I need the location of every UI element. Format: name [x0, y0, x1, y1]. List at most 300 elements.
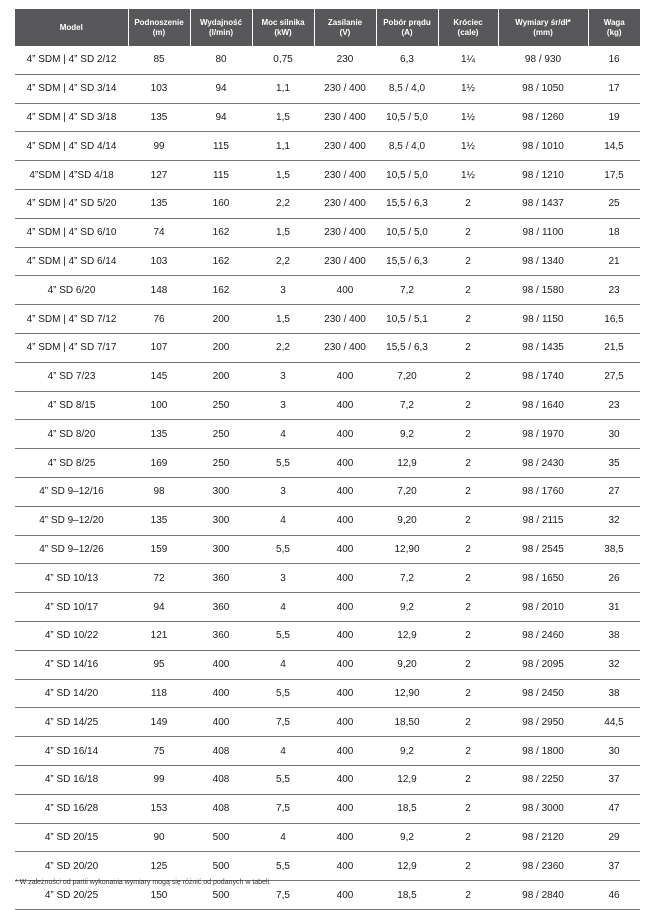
table-cell: 360: [190, 621, 252, 650]
table-cell: 98 / 1740: [498, 362, 588, 391]
table-cell: 15,5 / 6,3: [376, 247, 438, 276]
table-row: [15, 305, 640, 334]
table-cell: 162: [190, 276, 252, 305]
table-row: [15, 535, 640, 564]
table-cell: 400: [314, 362, 376, 391]
table-cell: 12,90: [376, 535, 438, 564]
table-cell: 230 / 400: [314, 132, 376, 161]
table-cell: 99: [128, 765, 190, 794]
table-cell: 98 / 1580: [498, 276, 588, 305]
column-header: [252, 9, 314, 46]
model-cell: 4” SDM | 4” SD 5/20: [15, 189, 128, 218]
table-cell: 5,5: [252, 621, 314, 650]
table-cell: 250: [190, 449, 252, 478]
table-cell: 230 / 400: [314, 305, 376, 334]
table-cell: 2,2: [252, 247, 314, 276]
table-cell: 7,5: [252, 794, 314, 823]
table-cell: 21,5: [588, 333, 640, 362]
table-cell: 12,9: [376, 765, 438, 794]
table-row: [15, 362, 640, 391]
table-cell: 2: [438, 391, 498, 420]
table-cell: 160: [190, 189, 252, 218]
table-cell: 2: [438, 535, 498, 564]
table-cell: 5,5: [252, 449, 314, 478]
table-cell: 300: [190, 477, 252, 506]
table-cell: 9,2: [376, 737, 438, 766]
table-cell: 2: [438, 218, 498, 247]
table-cell: 5,5: [252, 535, 314, 564]
table-cell: 230 / 400: [314, 103, 376, 132]
table-cell: 400: [190, 650, 252, 679]
table-cell: 2: [438, 276, 498, 305]
table-row: [15, 737, 640, 766]
table-row: [15, 823, 640, 852]
table-cell: 72: [128, 564, 190, 593]
table-cell: 300: [190, 506, 252, 535]
table-cell: 1,1: [252, 132, 314, 161]
table-cell: 408: [190, 765, 252, 794]
table-cell: 1,5: [252, 218, 314, 247]
table-cell: 98 / 1340: [498, 247, 588, 276]
column-header-name: Zasilanie: [327, 17, 363, 27]
column-header: [190, 9, 252, 46]
table-cell: 125: [128, 852, 190, 881]
table-cell: 2: [438, 881, 498, 910]
table-cell: 76: [128, 305, 190, 334]
table-cell: 250: [190, 391, 252, 420]
table-cell: 230: [314, 46, 376, 74]
table-cell: 400: [314, 593, 376, 622]
table-cell: 169: [128, 449, 190, 478]
table-cell: 9,20: [376, 506, 438, 535]
table-cell: 44,5: [588, 708, 640, 737]
table-row: [15, 132, 640, 161]
table-cell: 149: [128, 708, 190, 737]
table-cell: 19: [588, 103, 640, 132]
table-cell: 1¼: [438, 46, 498, 74]
table-row: [15, 650, 640, 679]
table-cell: 135: [128, 189, 190, 218]
table-cell: 98 / 2460: [498, 621, 588, 650]
model-cell: 4” SD 7/23: [15, 362, 128, 391]
table-cell: 38,5: [588, 535, 640, 564]
table-cell: 400: [190, 679, 252, 708]
table-cell: 98 / 1050: [498, 74, 588, 103]
table-cell: 1½: [438, 161, 498, 190]
table-cell: 400: [314, 276, 376, 305]
column-header-name: Króciec: [453, 17, 483, 27]
model-cell: 4” SDM | 4” SD 2/12: [15, 46, 128, 74]
table-cell: 16: [588, 46, 640, 74]
table-cell: 4: [252, 650, 314, 679]
table-cell: 200: [190, 305, 252, 334]
table-cell: 135: [128, 506, 190, 535]
table-cell: 159: [128, 535, 190, 564]
table-cell: 98 / 1640: [498, 391, 588, 420]
table-cell: 400: [314, 621, 376, 650]
table-cell: 2: [438, 449, 498, 478]
model-cell: 4” SD 8/20: [15, 420, 128, 449]
table-cell: 2: [438, 679, 498, 708]
table-cell: 98 / 1437: [498, 189, 588, 218]
table-cell: 230 / 400: [314, 161, 376, 190]
table-cell: 32: [588, 650, 640, 679]
table-cell: 135: [128, 420, 190, 449]
table-cell: 1,5: [252, 103, 314, 132]
table-cell: 7,2: [376, 391, 438, 420]
table-cell: 500: [190, 852, 252, 881]
table-cell: 90: [128, 823, 190, 852]
column-header-unit: (m): [152, 27, 166, 37]
model-cell: 4” SD 6/20: [15, 276, 128, 305]
table-cell: 400: [314, 650, 376, 679]
table-cell: 250: [190, 420, 252, 449]
table-cell: 7,2: [376, 276, 438, 305]
table-cell: 95: [128, 650, 190, 679]
table-cell: 230 / 400: [314, 74, 376, 103]
table-cell: 1½: [438, 74, 498, 103]
table-row: [15, 46, 640, 74]
model-cell: 4” SD 20/15: [15, 823, 128, 852]
table-cell: 118: [128, 679, 190, 708]
table-cell: 2: [438, 621, 498, 650]
table-cell: 103: [128, 74, 190, 103]
table-cell: 98 / 2450: [498, 679, 588, 708]
table-cell: 31: [588, 593, 640, 622]
table-cell: 46: [588, 881, 640, 910]
table-cell: 2: [438, 794, 498, 823]
column-header: [314, 9, 376, 46]
table-cell: 4: [252, 593, 314, 622]
model-cell: 4” SD 20/20: [15, 852, 128, 881]
table-cell: 12,9: [376, 449, 438, 478]
table-cell: 2: [438, 333, 498, 362]
table-cell: 7,5: [252, 708, 314, 737]
table-cell: 2: [438, 852, 498, 881]
table-cell: 14,5: [588, 132, 640, 161]
table-cell: 7,2: [376, 564, 438, 593]
table-cell: 400: [314, 679, 376, 708]
table-cell: 400: [190, 708, 252, 737]
table-cell: 98 / 2840: [498, 881, 588, 910]
table-cell: 103: [128, 247, 190, 276]
column-header-name: Pobór prądu: [383, 17, 431, 27]
table-cell: 29: [588, 823, 640, 852]
table-cell: 148: [128, 276, 190, 305]
table-cell: 98 / 2545: [498, 535, 588, 564]
table-cell: 162: [190, 218, 252, 247]
table-cell: 98 / 1260: [498, 103, 588, 132]
table-cell: 38: [588, 621, 640, 650]
table-cell: 5,5: [252, 852, 314, 881]
table-cell: 3: [252, 477, 314, 506]
table-cell: 99: [128, 132, 190, 161]
table-cell: 98 / 1210: [498, 161, 588, 190]
table-cell: 98: [128, 477, 190, 506]
model-cell: 4” SD 10/17: [15, 593, 128, 622]
table-cell: 12,90: [376, 679, 438, 708]
model-cell: 4” SD 14/20: [15, 679, 128, 708]
table-cell: 400: [314, 794, 376, 823]
table-cell: 300: [190, 535, 252, 564]
footnote: * W zależności od partii wykonania wymiary mogą się różnić od podanych w tabeli.: [15, 879, 272, 886]
table-cell: 15,5 / 6,3: [376, 189, 438, 218]
column-header-name: Podnoszenie: [134, 17, 184, 27]
column-header: [498, 9, 588, 46]
table-header: [15, 9, 640, 46]
table-cell: 400: [314, 708, 376, 737]
table-cell: 9,20: [376, 650, 438, 679]
table-cell: 400: [314, 535, 376, 564]
table-cell: 37: [588, 852, 640, 881]
model-cell: 4” SD 10/22: [15, 621, 128, 650]
table-cell: 75: [128, 737, 190, 766]
table-row: [15, 333, 640, 362]
model-cell: 4” SDM | 4” SD 6/10: [15, 218, 128, 247]
table-cell: 200: [190, 362, 252, 391]
table-cell: 98 / 3000: [498, 794, 588, 823]
table-cell: 98 / 2360: [498, 852, 588, 881]
table-cell: 400: [314, 881, 376, 910]
table-cell: 360: [190, 564, 252, 593]
column-header-name: Waga: [603, 17, 625, 27]
table-cell: 230 / 400: [314, 247, 376, 276]
table-row: [15, 74, 640, 103]
table-row: [15, 103, 640, 132]
table-row: [15, 852, 640, 881]
table-cell: 17,5: [588, 161, 640, 190]
model-cell: 4” SD 8/25: [15, 449, 128, 478]
table-row: [15, 449, 640, 478]
table-row: [15, 708, 640, 737]
table-cell: 9,2: [376, 420, 438, 449]
table-cell: 18,50: [376, 708, 438, 737]
column-header-name: Moc silnika: [261, 17, 305, 27]
table-cell: 1½: [438, 103, 498, 132]
table-cell: 4: [252, 420, 314, 449]
table-cell: 26: [588, 564, 640, 593]
table-cell: 400: [314, 852, 376, 881]
table-cell: 153: [128, 794, 190, 823]
model-cell: 4” SD 9–12/20: [15, 506, 128, 535]
table-cell: 230 / 400: [314, 189, 376, 218]
model-cell: 4” SD 10/13: [15, 564, 128, 593]
column-header-unit: (mm): [533, 27, 553, 37]
table-cell: 1½: [438, 132, 498, 161]
table-cell: 145: [128, 362, 190, 391]
model-cell: 4” SDM | 4” SD 3/18: [15, 103, 128, 132]
table-cell: 98 / 1800: [498, 737, 588, 766]
table-cell: 1,5: [252, 161, 314, 190]
table-cell: 30: [588, 420, 640, 449]
table-row: [15, 564, 640, 593]
model-cell: 4” SDM | 4” SD 6/14: [15, 247, 128, 276]
table-row: [15, 218, 640, 247]
model-cell: 4” SD 16/14: [15, 737, 128, 766]
table-row: [15, 794, 640, 823]
table-cell: 107: [128, 333, 190, 362]
table-cell: 115: [190, 132, 252, 161]
table-cell: 400: [314, 391, 376, 420]
table-row: [15, 765, 640, 794]
table-cell: 0,75: [252, 46, 314, 74]
table-body: [15, 46, 640, 909]
pump-spec-table-container: [15, 9, 640, 910]
pump-spec-table: [15, 9, 640, 910]
table-cell: 2: [438, 765, 498, 794]
column-header: [588, 9, 640, 46]
table-cell: 6,3: [376, 46, 438, 74]
table-cell: 21: [588, 247, 640, 276]
table-cell: 98 / 1435: [498, 333, 588, 362]
table-cell: 2: [438, 593, 498, 622]
table-cell: 98 / 2010: [498, 593, 588, 622]
table-cell: 9,2: [376, 593, 438, 622]
table-cell: 15,5 / 6,3: [376, 333, 438, 362]
table-cell: 5,5: [252, 679, 314, 708]
table-cell: 500: [190, 823, 252, 852]
table-cell: 200: [190, 333, 252, 362]
table-cell: 2: [438, 247, 498, 276]
table-row: [15, 477, 640, 506]
table-cell: 98 / 1970: [498, 420, 588, 449]
table-cell: 12,9: [376, 621, 438, 650]
table-cell: 2: [438, 477, 498, 506]
table-cell: 10,5 / 5,0: [376, 161, 438, 190]
table-cell: 2,2: [252, 333, 314, 362]
column-header-unit: (A): [401, 27, 413, 37]
table-cell: 4: [252, 823, 314, 852]
table-cell: 7,20: [376, 362, 438, 391]
table-cell: 10,5 / 5,0: [376, 218, 438, 247]
table-cell: 408: [190, 737, 252, 766]
model-cell: 4” SD 16/18: [15, 765, 128, 794]
table-cell: 35: [588, 449, 640, 478]
model-cell: 4” SD 9–12/16: [15, 477, 128, 506]
table-cell: 150: [128, 881, 190, 910]
table-row: [15, 679, 640, 708]
model-cell: 4” SD 16/28: [15, 794, 128, 823]
table-cell: 27: [588, 477, 640, 506]
table-cell: 4: [252, 737, 314, 766]
table-cell: 400: [314, 765, 376, 794]
table-cell: 400: [314, 823, 376, 852]
table-cell: 2: [438, 650, 498, 679]
table-cell: 10,5 / 5,1: [376, 305, 438, 334]
table-cell: 98 / 1650: [498, 564, 588, 593]
table-cell: 27,5: [588, 362, 640, 391]
table-cell: 98 / 1150: [498, 305, 588, 334]
column-header: [438, 9, 498, 46]
model-cell: 4” SDM | 4” SD 7/12: [15, 305, 128, 334]
table-cell: 3: [252, 362, 314, 391]
table-cell: 2: [438, 564, 498, 593]
model-cell: 4” SD 9–12/26: [15, 535, 128, 564]
table-cell: 47: [588, 794, 640, 823]
table-cell: 3: [252, 276, 314, 305]
table-cell: 98 / 1760: [498, 477, 588, 506]
header-row: [15, 9, 640, 46]
column-header-name: Wymiary śr/dł*: [515, 17, 571, 27]
model-cell: 4”SDM | 4”SD 4/18: [15, 161, 128, 190]
table-cell: 400: [314, 477, 376, 506]
table-cell: 23: [588, 391, 640, 420]
model-cell: 4” SD 14/25: [15, 708, 128, 737]
table-row: [15, 506, 640, 535]
table-row: [15, 247, 640, 276]
table-cell: 18,5: [376, 794, 438, 823]
table-cell: 400: [314, 506, 376, 535]
table-cell: 30: [588, 737, 640, 766]
table-cell: 23: [588, 276, 640, 305]
table-row: [15, 161, 640, 190]
table-cell: 400: [314, 564, 376, 593]
table-cell: 360: [190, 593, 252, 622]
table-cell: 98 / 1100: [498, 218, 588, 247]
table-cell: 8,5 / 4,0: [376, 74, 438, 103]
table-cell: 115: [190, 161, 252, 190]
model-cell: 4” SDM | 4” SD 3/14: [15, 74, 128, 103]
table-cell: 32: [588, 506, 640, 535]
table-cell: 2: [438, 708, 498, 737]
table-cell: 3: [252, 391, 314, 420]
column-header-unit: (l/min): [209, 27, 233, 37]
table-row: [15, 420, 640, 449]
table-cell: 25: [588, 189, 640, 218]
table-cell: 2: [438, 362, 498, 391]
table-cell: 1,5: [252, 305, 314, 334]
table-cell: 17: [588, 74, 640, 103]
column-header-unit: (V): [339, 27, 351, 37]
table-cell: 85: [128, 46, 190, 74]
table-cell: 80: [190, 46, 252, 74]
table-cell: 400: [314, 449, 376, 478]
column-header-unit: (kW): [274, 27, 292, 37]
table-cell: 162: [190, 247, 252, 276]
column-header: [15, 9, 128, 46]
model-cell: 4” SD 14/16: [15, 650, 128, 679]
table-cell: 121: [128, 621, 190, 650]
table-cell: 2: [438, 305, 498, 334]
table-cell: 98 / 2950: [498, 708, 588, 737]
table-cell: 12,9: [376, 852, 438, 881]
table-cell: 230 / 400: [314, 218, 376, 247]
model-cell: 4” SDM | 4” SD 4/14: [15, 132, 128, 161]
table-cell: 100: [128, 391, 190, 420]
table-cell: 4: [252, 506, 314, 535]
table-cell: 7,5: [252, 881, 314, 910]
table-cell: 8,5 / 4,0: [376, 132, 438, 161]
table-cell: 98 / 2120: [498, 823, 588, 852]
table-row: [15, 593, 640, 622]
table-cell: 135: [128, 103, 190, 132]
column-header: [128, 9, 190, 46]
table-cell: 2: [438, 823, 498, 852]
table-cell: 98 / 2115: [498, 506, 588, 535]
table-row: [15, 391, 640, 420]
table-cell: 18,5: [376, 881, 438, 910]
column-header-name: Wydajność: [199, 17, 243, 27]
table-cell: 5,5: [252, 765, 314, 794]
table-cell: 127: [128, 161, 190, 190]
table-cell: 230 / 400: [314, 333, 376, 362]
column-header-unit: (kg): [606, 27, 622, 37]
table-cell: 3: [252, 564, 314, 593]
table-cell: 2: [438, 189, 498, 218]
table-cell: 2: [438, 420, 498, 449]
table-cell: 10,5 / 5,0: [376, 103, 438, 132]
table-row: [15, 276, 640, 305]
